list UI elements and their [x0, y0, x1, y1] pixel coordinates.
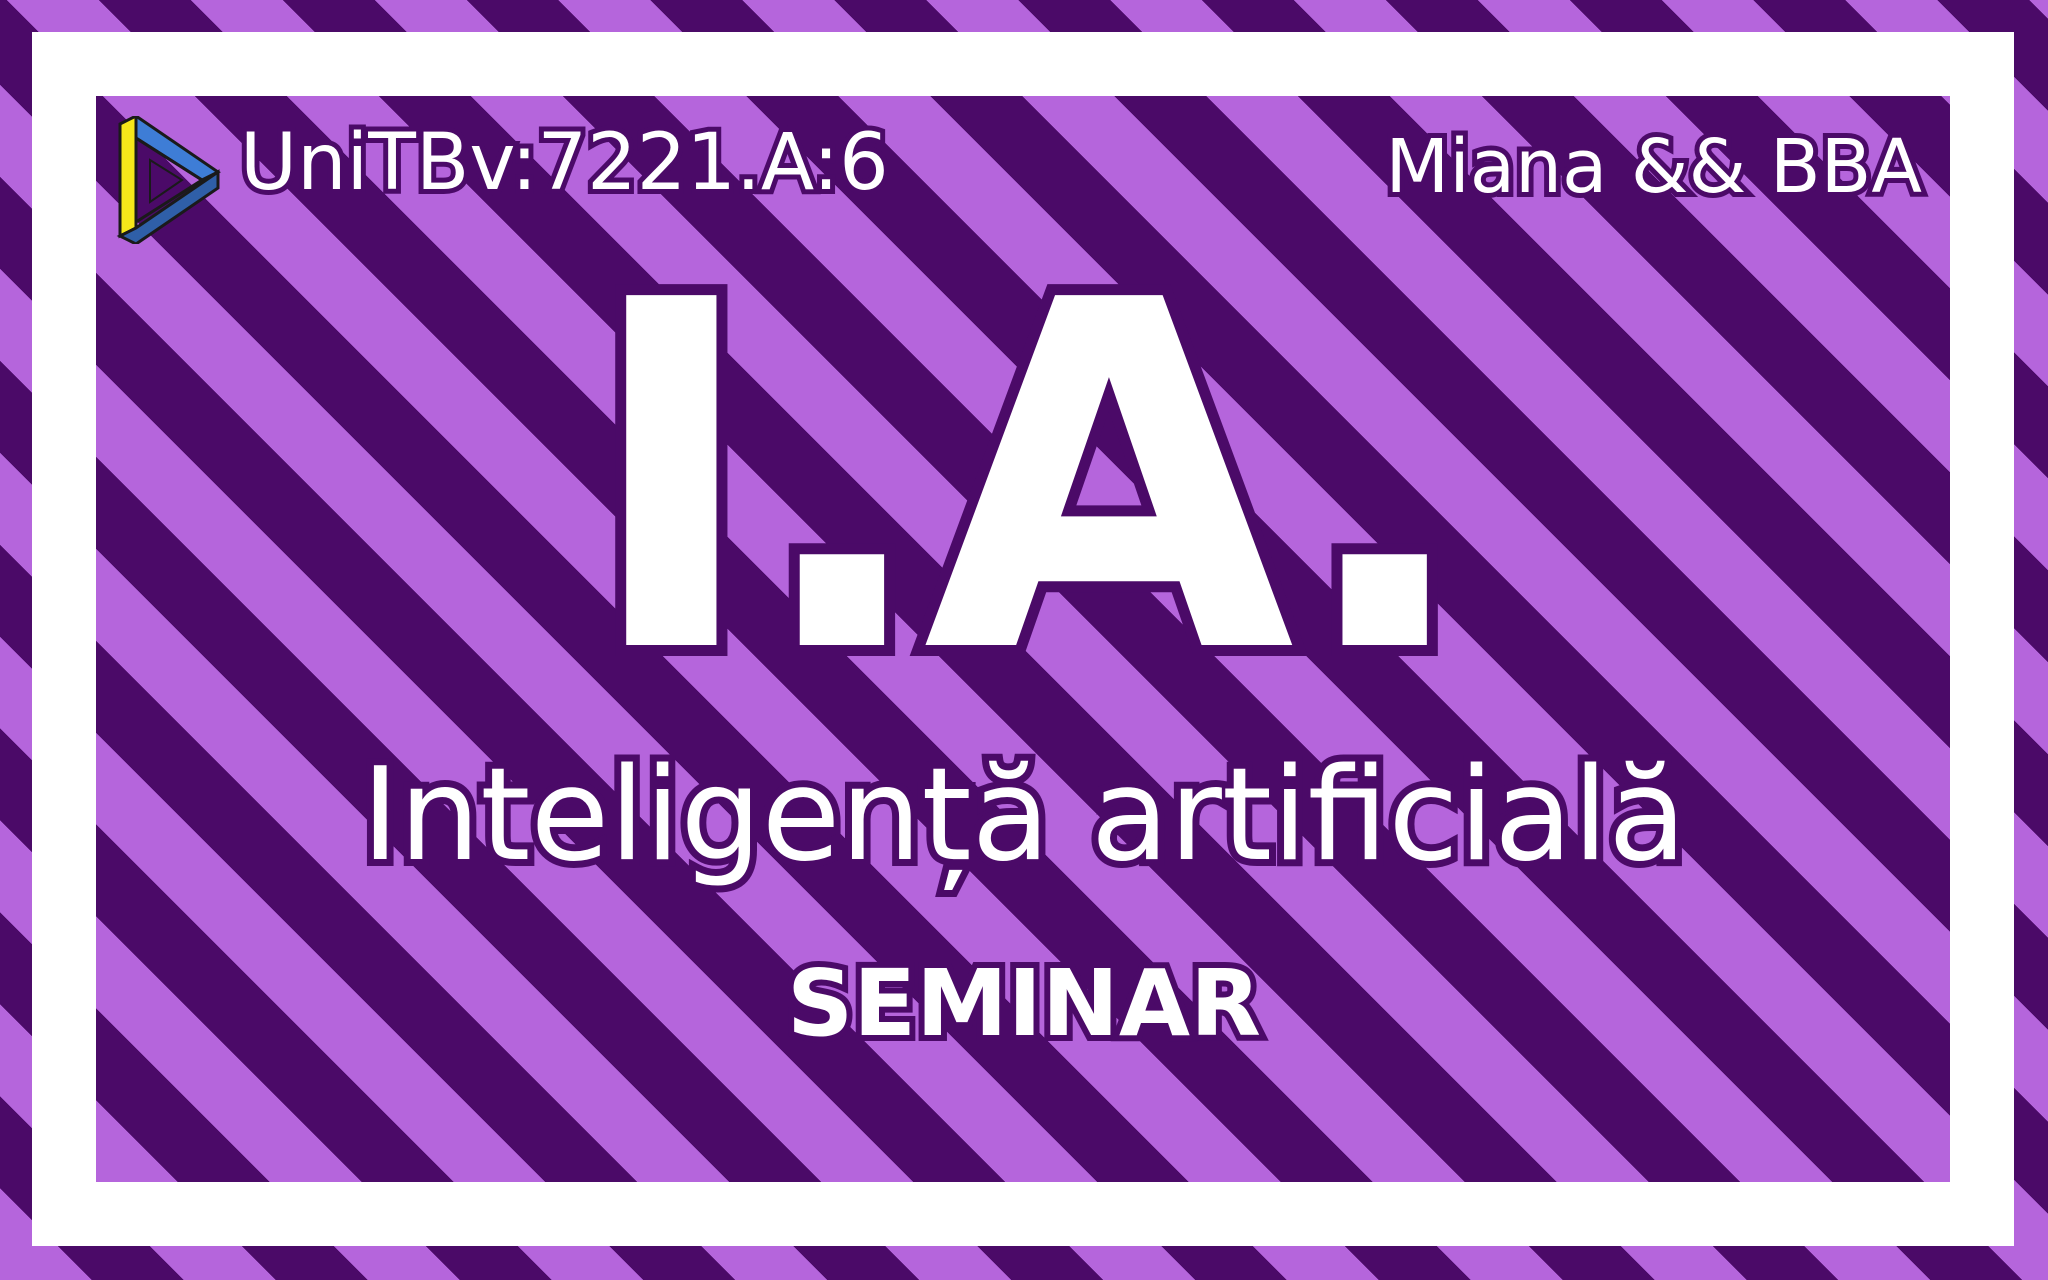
authors: Miana && BBA [1385, 124, 1922, 210]
page-title: I.A. [582, 200, 1466, 759]
penrose-triangle-icon [114, 116, 224, 244]
seminar-label: SEMINAR [787, 950, 1261, 1057]
subtitle: Inteligență artificială [361, 741, 1687, 890]
course-code: UniTBv:7221.A:6 [240, 118, 889, 208]
